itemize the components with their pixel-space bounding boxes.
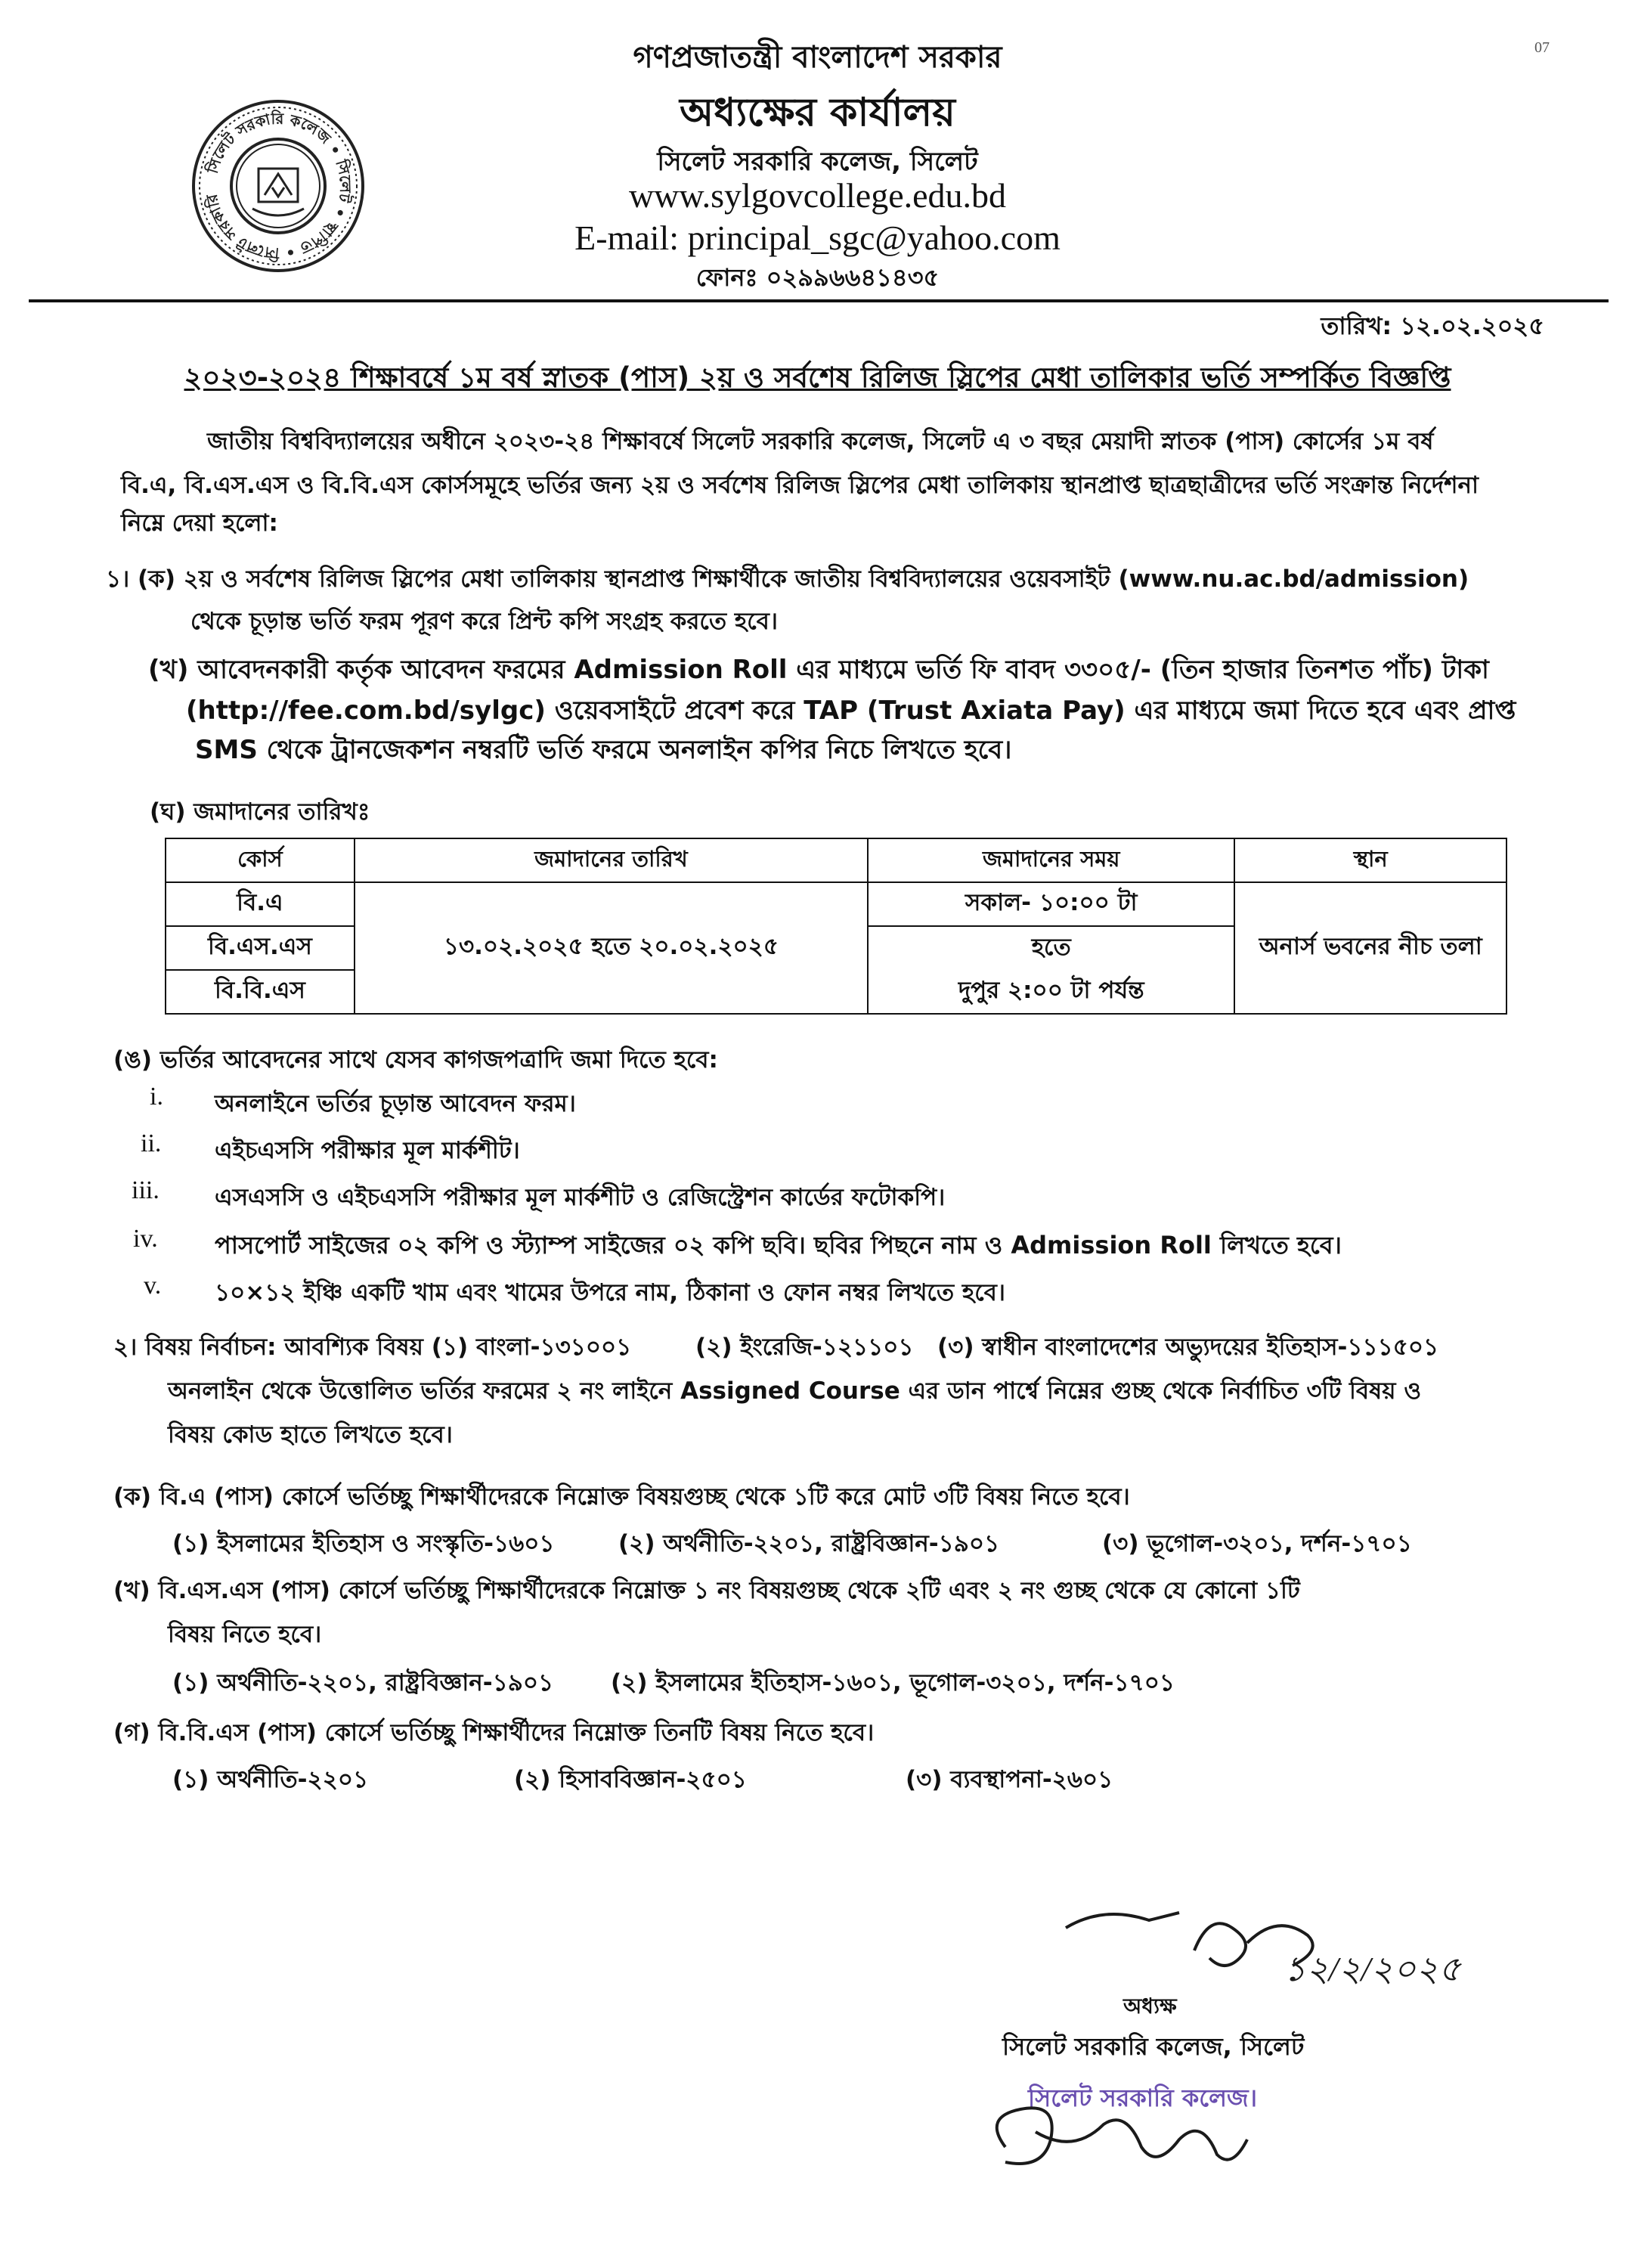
- intro-line-1: জাতীয় বিশ্ববিদ্যালয়ের অধীনে ২০২৩-২৪ শিক্ষাবর্ষে সিলেট সরকারি কলেজ, সিলেট এ ৩ বছর মেয়াদী স্নাতক (পাস) কোর্সের ১ম বর্ষ: [207, 428, 1434, 455]
- intro-line-2: বি.এ, বি.এস.এস ও বি.বি.এস কোর্সসমূহে ভর্তির জন্য ২য় ও সর্বশেষ রিলিজ স্লিপের মেধা তালিকায় স্থানপ্রাপ্ত ছাত্রছাত্রীদের ভর্তি সংক্রান্ত নির্দেশনা: [121, 472, 1479, 499]
- deposit-date-range: ১৩.০২.২০২৫ হতে ২০.০২.২০২৫: [355, 882, 868, 1014]
- course-bbs: বি.বি.এস: [166, 970, 355, 1014]
- notice-date: তারিখ: ১২.০২.২০২৫: [1321, 311, 1544, 340]
- deposit-schedule-table: [165, 838, 1507, 1015]
- table-header-row: [166, 838, 1506, 882]
- doc-item-2: এইচএসসি পরীক্ষার মূল মার্কশীট।: [215, 1137, 520, 1164]
- deposit-time-mid: হতে: [868, 926, 1234, 970]
- handwritten-date: ১২/২/২০২৫: [1284, 1950, 1461, 1988]
- deposit-time-start: সকাল- ১০:০০ টা: [868, 882, 1234, 926]
- doc-num-2: ii.: [141, 1129, 162, 1157]
- page-number: 07: [1534, 39, 1550, 56]
- doc-item-3: এসএসসি ও এইচএসসি পরীক্ষার মূল মার্কশীট ও রেজিস্ট্রেশন কার্ডের ফটোকপি।: [215, 1184, 946, 1211]
- college-name: সিলেট সরকারি কলেজ, সিলেট: [657, 147, 978, 177]
- section1-kha-line2: (http://fee.com.bd/sylgc) ওয়েবসাইটে প্রবেশ করে TAP (Trust Axiata Pay) এর মাধ্যমে জমা দিতে হবে এবং প্রাপ্ত: [186, 696, 1516, 726]
- col-course: কোর্স: [166, 838, 355, 882]
- notice-title: [0, 355, 1635, 403]
- ba-group-1: (১) ইসলামের ইতিহাস ও সংস্কৃতি-১৬০১: [172, 1530, 555, 1557]
- deposit-time-end: দুপুর ২:০০ টা পর্যন্ত: [868, 970, 1234, 1014]
- college-stamp: সিলেট সরকারি কলেজ।: [1028, 2084, 1258, 2112]
- phone: ফোনঃ ০২৯৯৬৬৪১৪৩৫: [695, 263, 940, 292]
- section1-gha-label: (ঘ) জমাদানের তারিখঃ: [150, 798, 370, 826]
- email[interactable]: E-mail: principal_sgc@yahoo.com: [574, 218, 1061, 257]
- section1-kha-line3: SMS থেকে ট্রানজেকশন নম্বরটি ভর্তি ফরমে অনলাইন কপির নিচে লিখতে হবে।: [195, 735, 1012, 765]
- deposit-place: অনার্স ভবনের নীচ তলা: [1234, 882, 1506, 1014]
- section2-compulsory-3: (৩) স্বাধীন বাংলাদেশের অভ্যুদয়ের ইতিহাস-১১১৫০১: [937, 1334, 1439, 1361]
- doc-item-4: পাসপোর্ট সাইজের ০২ কপি ও স্ট্যাম্প সাইজের ০২ কপি ছবি। ছবির পিছনে নাম ও Admission Roll লিখতে হবে।: [215, 1231, 1342, 1259]
- section1-ka-line2: থেকে চূড়ান্ত ভর্তি ফরম পূরণ করে প্রিন্ট কপি সংগ্রহ করতে হবে।: [190, 608, 778, 635]
- intro-line-3: নিম্নে দেয়া হলো:: [121, 510, 278, 537]
- bbs-instruction: (গ) বি.বি.এস (পাস) কোর্সে ভর্তিচ্ছু শিক্ষার্থীদের নিম্নোক্ত তিনটি বিষয় নিতে হবে।: [113, 1719, 875, 1746]
- government-line: গণপ্রজাতন্ত্রী বাংলাদেশ সরকার: [633, 40, 1002, 75]
- doc-item-1: অনলাইনে ভর্তির চূড়ান্ত আবেদন ফরম।: [215, 1090, 576, 1117]
- second-signature: [975, 2102, 1293, 2192]
- section2-line3: বিষয় কোড হাতে লিখতে হবে।: [168, 1421, 453, 1448]
- bbs-group-2: (২) হিসাববিজ্ঞান-২৫০১: [514, 1766, 747, 1793]
- course-ba: বি.এ: [166, 882, 355, 926]
- doc-item-5: ১০×১২ ইঞ্চি একটি খাম এবং খামের উপরে নাম, ঠিকানা ও ফোন নম্বর লিখতে হবে।: [215, 1279, 1006, 1306]
- course-bss: বি.এস.এস: [166, 926, 355, 970]
- ba-instruction: (ক) বি.এ (পাস) কোর্সে ভর্তিচ্ছু শিক্ষার্থীদেরকে নিম্নোক্ত বিষয়গুচ্ছ থেকে ১টি করে মোট ৩টি বিষয় নিতে হবে।: [113, 1483, 1130, 1510]
- col-place: স্থান: [1234, 838, 1506, 882]
- website[interactable]: www.sylgovcollege.edu.bd: [628, 176, 1007, 215]
- notice-title-text: ২০২৩-২০২৪ শিক্ষাবর্ষে ১ম বর্ষ স্নাতক (পাস) ২য় ও সর্বশেষ রিলিজ স্লিপের মেধা তালিকার ভর্তি সম্পর্কিত বিজ্ঞপ্তি: [184, 361, 1451, 394]
- col-date: জমাদানের তারিখ: [355, 838, 868, 882]
- ba-group-2: (২) অর্থনীতি-২২০১, রাষ্ট্রবিজ্ঞান-১৯০১: [618, 1530, 1000, 1557]
- bbs-group-1: (১) অর্থনীতি-২২০১: [172, 1766, 369, 1793]
- section1-ka-line1: ১। (ক) ২য় ও সর্বশেষ রিলিজ স্লিপের মেধা তালিকায় স্থানপ্রাপ্ত শিক্ষার্থীকে জাতীয় বিশ্ববিদ্যালয়ের ওয়েবসাইট (www.nu.ac.bd/admission): [106, 565, 1469, 593]
- col-time: জমাদানের সময়: [868, 838, 1234, 882]
- section2-compulsory-1: ২। বিষয় নির্বাচন: আবশ্যিক বিষয় (১) বাংলা-১৩১০০১: [113, 1334, 632, 1361]
- signatory-title: অধ্যক্ষ: [1123, 1994, 1177, 2019]
- bss-instruction-2: বিষয় নিতে হবে।: [168, 1621, 322, 1648]
- doc-num-5: v.: [144, 1272, 162, 1300]
- section1-kha-line1: (খ) আবেদনকারী কর্তৃক আবেদন ফরমের Admission Roll এর মাধ্যমে ভর্তি ফি বাবদ ৩৩০৫/- (তিন হাজার তিনশত পাঁচ) টাকা: [148, 655, 1489, 685]
- section2-compulsory-2: (২) ইংরেজি-১২১১০১: [695, 1334, 914, 1361]
- bss-group-1: (১) অর্থনীতি-২২০১, রাষ্ট্রবিজ্ঞান-১৯০১: [172, 1669, 554, 1696]
- table-row: [166, 882, 1506, 926]
- doc-num-1: i.: [150, 1083, 163, 1111]
- ba-group-3: (৩) ভূগোল-৩২০১, দর্শন-১৭০১: [1102, 1530, 1412, 1557]
- section1-uma-label: (ঙ) ভর্তির আবেদনের সাথে যেসব কাগজপত্রাদি জমা দিতে হবে:: [113, 1046, 718, 1074]
- doc-num-3: iii.: [132, 1176, 159, 1204]
- header-divider: [29, 299, 1609, 302]
- bbs-group-3: (৩) ব্যবস্থাপনা-২৬০১: [906, 1766, 1113, 1793]
- bss-group-2: (২) ইসলামের ইতিহাস-১৬০১, ভূগোল-৩২০১, দর্শন-১৭০১: [611, 1669, 1175, 1696]
- office-title: অধ্যক্ষের কার্যালয়: [680, 90, 955, 135]
- signatory-org: সিলেট সরকারি কলেজ, সিলেট: [1002, 2032, 1305, 2061]
- section2-line2: অনলাইন থেকে উত্তোলিত ভর্তির ফরমের ২ নং লাইনে Assigned Course এর ডান পার্শ্বে নিম্নের গুচ্ছ থেকে নির্বাচিত ৩টি বিষয় ও: [168, 1377, 1422, 1405]
- doc-num-4: iv.: [133, 1225, 158, 1253]
- bss-instruction-1: (খ) বি.এস.এস (পাস) কোর্সে ভর্তিচ্ছু শিক্ষার্থীদেরকে নিম্নোক্ত ১ নং বিষয়গুচ্ছ থেকে ২টি এবং ২ নং গুচ্ছ থেকে যে কোনো ১টি: [113, 1577, 1300, 1604]
- svg-text:সিলেট সরকারি কলেজ • সিলেট • স্: সিলেট সরকারি কলেজ • সিলেট • স্থাপিত • সিলেট সরকারি: [202, 109, 355, 263]
